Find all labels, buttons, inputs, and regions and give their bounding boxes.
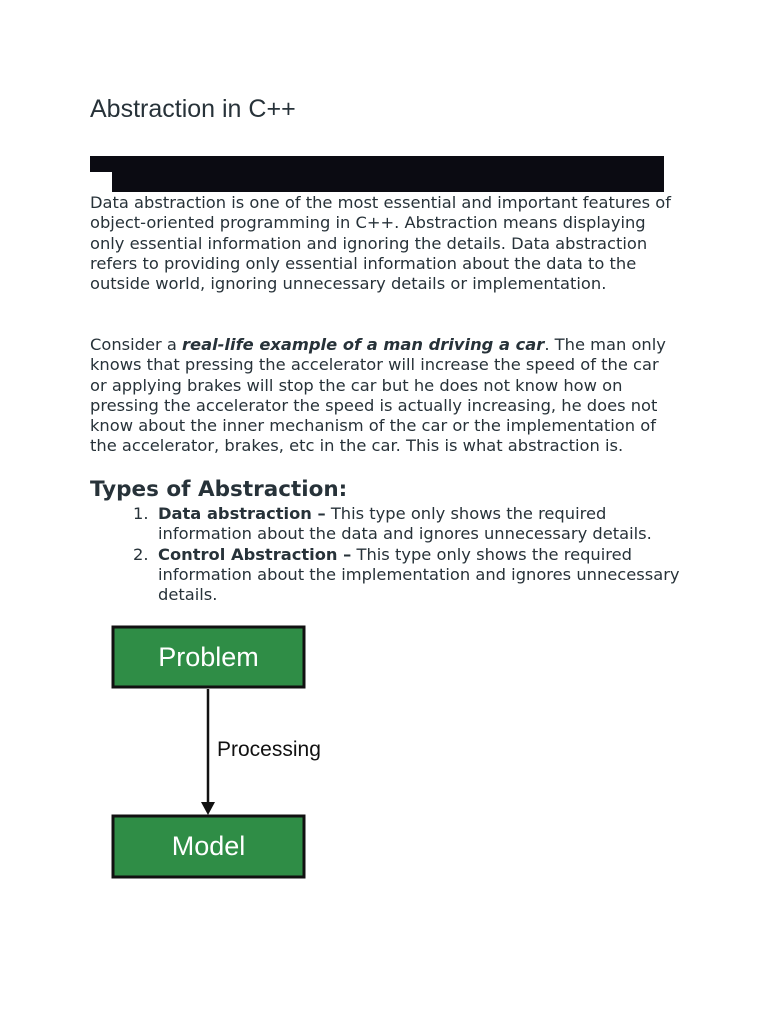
problem-box (113, 627, 304, 687)
list-item-name: Data abstraction – (158, 504, 326, 523)
problem-box-label: Problem (158, 642, 259, 672)
model-box-label: Model (171, 831, 246, 861)
model-box (113, 816, 304, 877)
processing-label: Processing (217, 738, 321, 761)
example-rest: . The man only knows that pressing the accelerator will increase the speed of the car or applying brakes will stop the car but he does not know how on pressing the accelerator the speed is actually increasing, he does not know about the inner mechanism of the car or the implementation of the accelerator, brakes, etc in the car. This is what abstraction is. (90, 335, 666, 456)
arrow-head-icon (201, 802, 215, 815)
example-emphasis: real-life example of a man driving a car (182, 335, 545, 354)
example-lead: Consider a (90, 335, 183, 354)
list-item-number: 1. (133, 504, 149, 523)
list-item-description: This type only shows the required information about the data and ignores unnecessary details. (158, 504, 652, 544)
list-item-number: 2. (133, 544, 149, 564)
types-heading: Types of Abstraction: (90, 477, 348, 502)
list-item-description: This type only shows the required information about the implementation and ignores unnecessary details. (158, 544, 680, 605)
page-title: Abstraction in C++ (90, 95, 296, 123)
list-item-name: Control Abstraction – (158, 544, 352, 564)
intro-paragraph: Data abstraction is one of the most essential and important features of object-oriented programming in C++. Abstraction means displaying only essential information and ignoring the details. Data abstraction refers to providing only essential information about the data to the outside world, ignoring unnecessary details or implementation. (90, 193, 671, 294)
